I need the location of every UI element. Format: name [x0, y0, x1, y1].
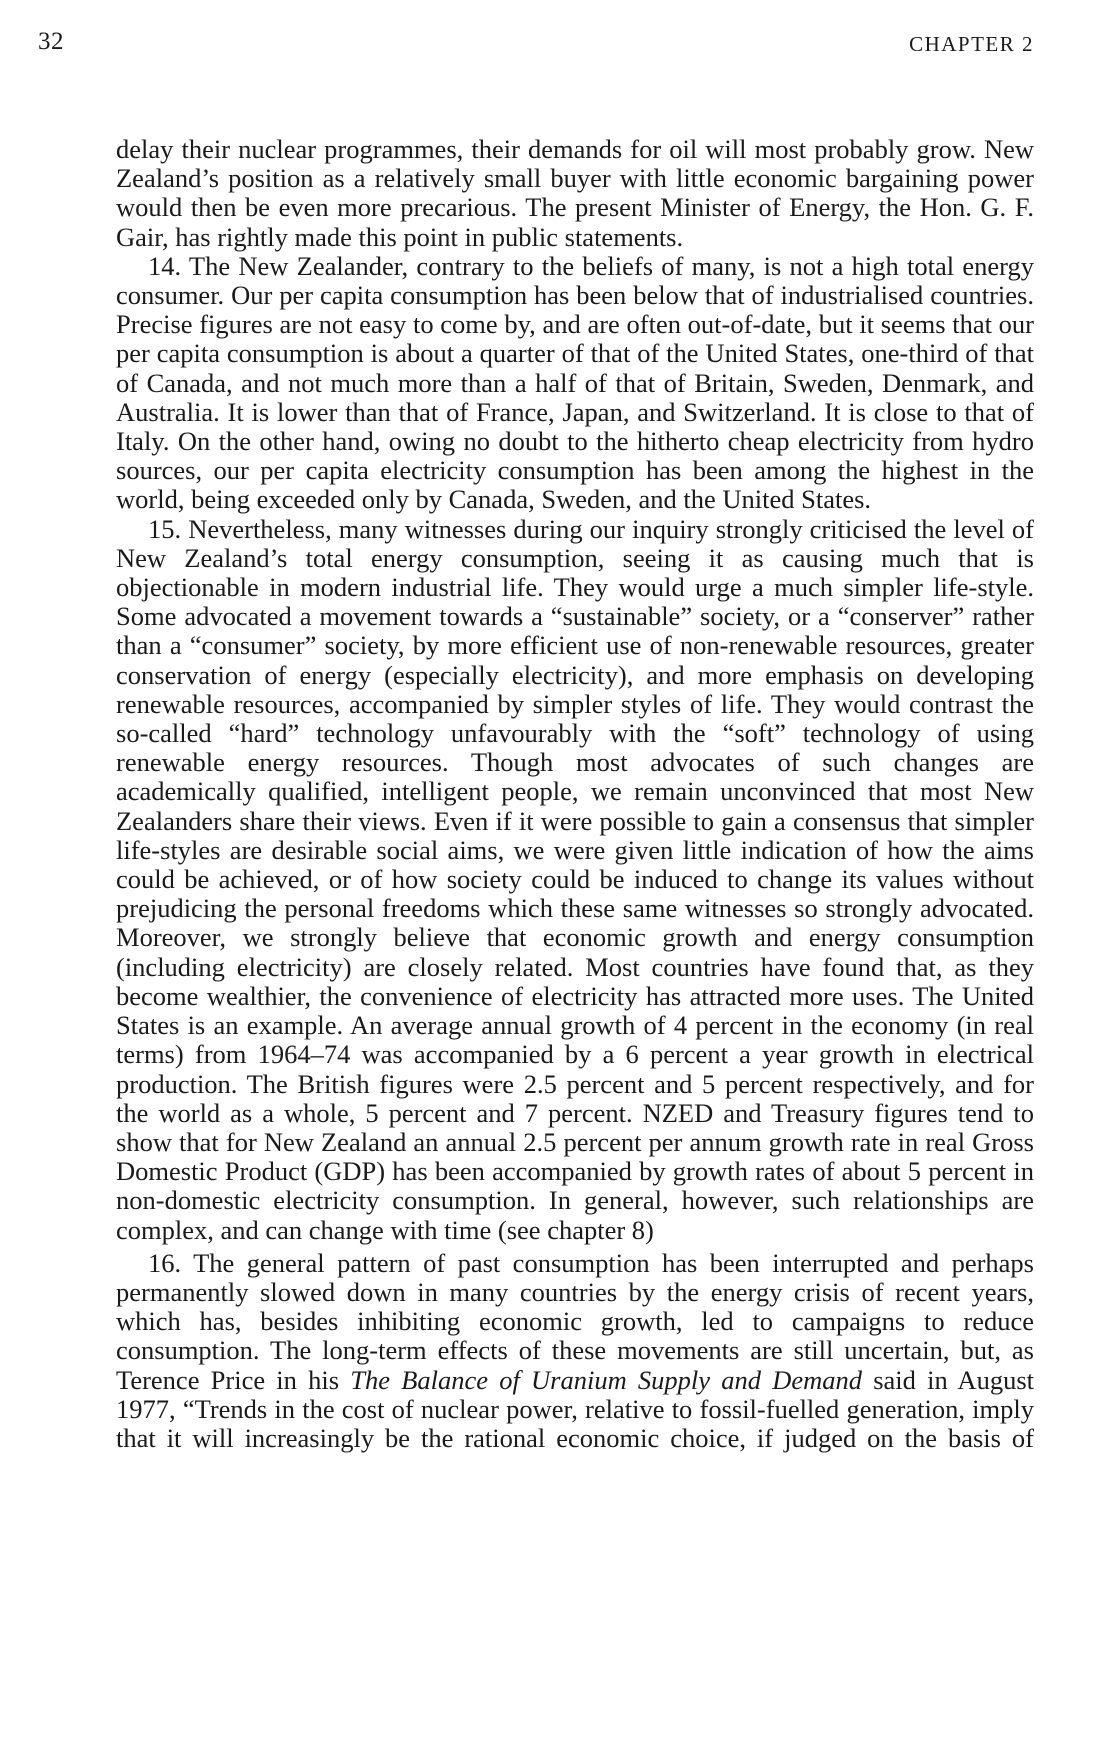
- text-segment: 14. The New Zealander, contrary to the beliefs of many, is not a high total energy consumer. Our per capita consumption has been below that of industrialised countries. Precise figures are not easy to come by, and are often out-of-date, but it seems that our per capita consumption is about a quarter of that of the United States, one-third of that of Canada, and not much more than a half of that of Britain, Sweden, Denmark, and Australia. It is lower than that of France, Japan, and Switzerland. It is close to that of Italy. On the other hand, owing no doubt to the hitherto cheap electricity from hydro sources, our per capita electricity consumption has been among the highest in the world, being exceeded only by Canada, Sweden, and the United States.: [116, 250, 1034, 515]
- paragraph-13-continuation: [116, 135, 1034, 252]
- paragraph-15: [116, 515, 1034, 1245]
- body-text: [116, 135, 1034, 1453]
- book-title: The Balance of Uranium Supply and Demand: [350, 1364, 862, 1395]
- paragraph-14: [116, 252, 1034, 515]
- running-head: CHAPTER 2: [909, 32, 1034, 56]
- text-segment: 16. The general pattern of past consumption has been interrupted and perhaps permanently slowed down in many countries by the energy crisis of recent years, which has, besides inhibiting economic growth, led to campaigns to reduce consumption. The long-term effects of these movements are still uncertain, but, as Terence Price in his: [116, 1247, 1034, 1395]
- text-segment: 15. Nevertheless, many witnesses during our inquiry strongly criticised the level of New Zealand’s total energy consumption, seeing it as causing much that is objectionable in modern industrial life. They would urge a much simpler life-style. Some advocated a movement towards a “sustainable” society, or a “conserver” rather than a “consumer” society, by more efficient use of non-renewable resources, greater conservation of energy (especially electricity), and more emphasis on developing renewable resources, accompanied by simpler styles of life. They would contrast the so-called “hard” technology unfavourably with the “soft” technology of using renewable energy resources. Though most advocates of such changes are academically qualified, intelligent people, we remain unconvinced that most New Zealanders share their views. Even if it were possible to gain a consensus that simpler life-styles are desirable social aims, we were given little indication of how the aims could be achieved, or of how society could be induced to change its values without prejudicing the personal freedoms which these same witnesses so strongly advocated. Moreover, we strongly believe that economic growth and energy consumption (including electricity) are closely related. Most countries have found that, as they become wealthier, the convenience of electricity has attracted more uses. The United States is an example. An average annual growth of 4 percent in the economy (in real terms) from 1964–74 was accompanied by a 6 percent a year growth in electrical production. The British figures were 2.5 percent and 5 percent respectively, and for the world as a whole, 5 percent and 7 percent. NZED and Treasury figures tend to show that for New Zealand an annual 2.5 percent per annum growth rate in real Gross Domestic Product (GDP) has been accompanied by growth rates of about 5 percent in non-domestic electricity consumption. In general, however, such relationships are complex, and can change with time (see chapter 8): [116, 513, 1034, 1245]
- text-segment: said in August 1977, “Trends in the cost of nuclear power, relative to fossil-fuelled generation, imply that it will increasingly be the rational economic choice, if judged on the basis of: [116, 1364, 1034, 1453]
- text-segment: delay their nuclear programmes, their demands for oil will most probably grow. New Zealand’s position as a relatively small buyer with little economic bargaining power would then be even more precarious. The present Minister of Energy, the Hon. G. F. Gair, has rightly made this point in public statements.: [116, 134, 1034, 252]
- page-header: [38, 28, 1034, 68]
- paragraph-16: [116, 1249, 1034, 1453]
- page-number: 32: [38, 28, 64, 55]
